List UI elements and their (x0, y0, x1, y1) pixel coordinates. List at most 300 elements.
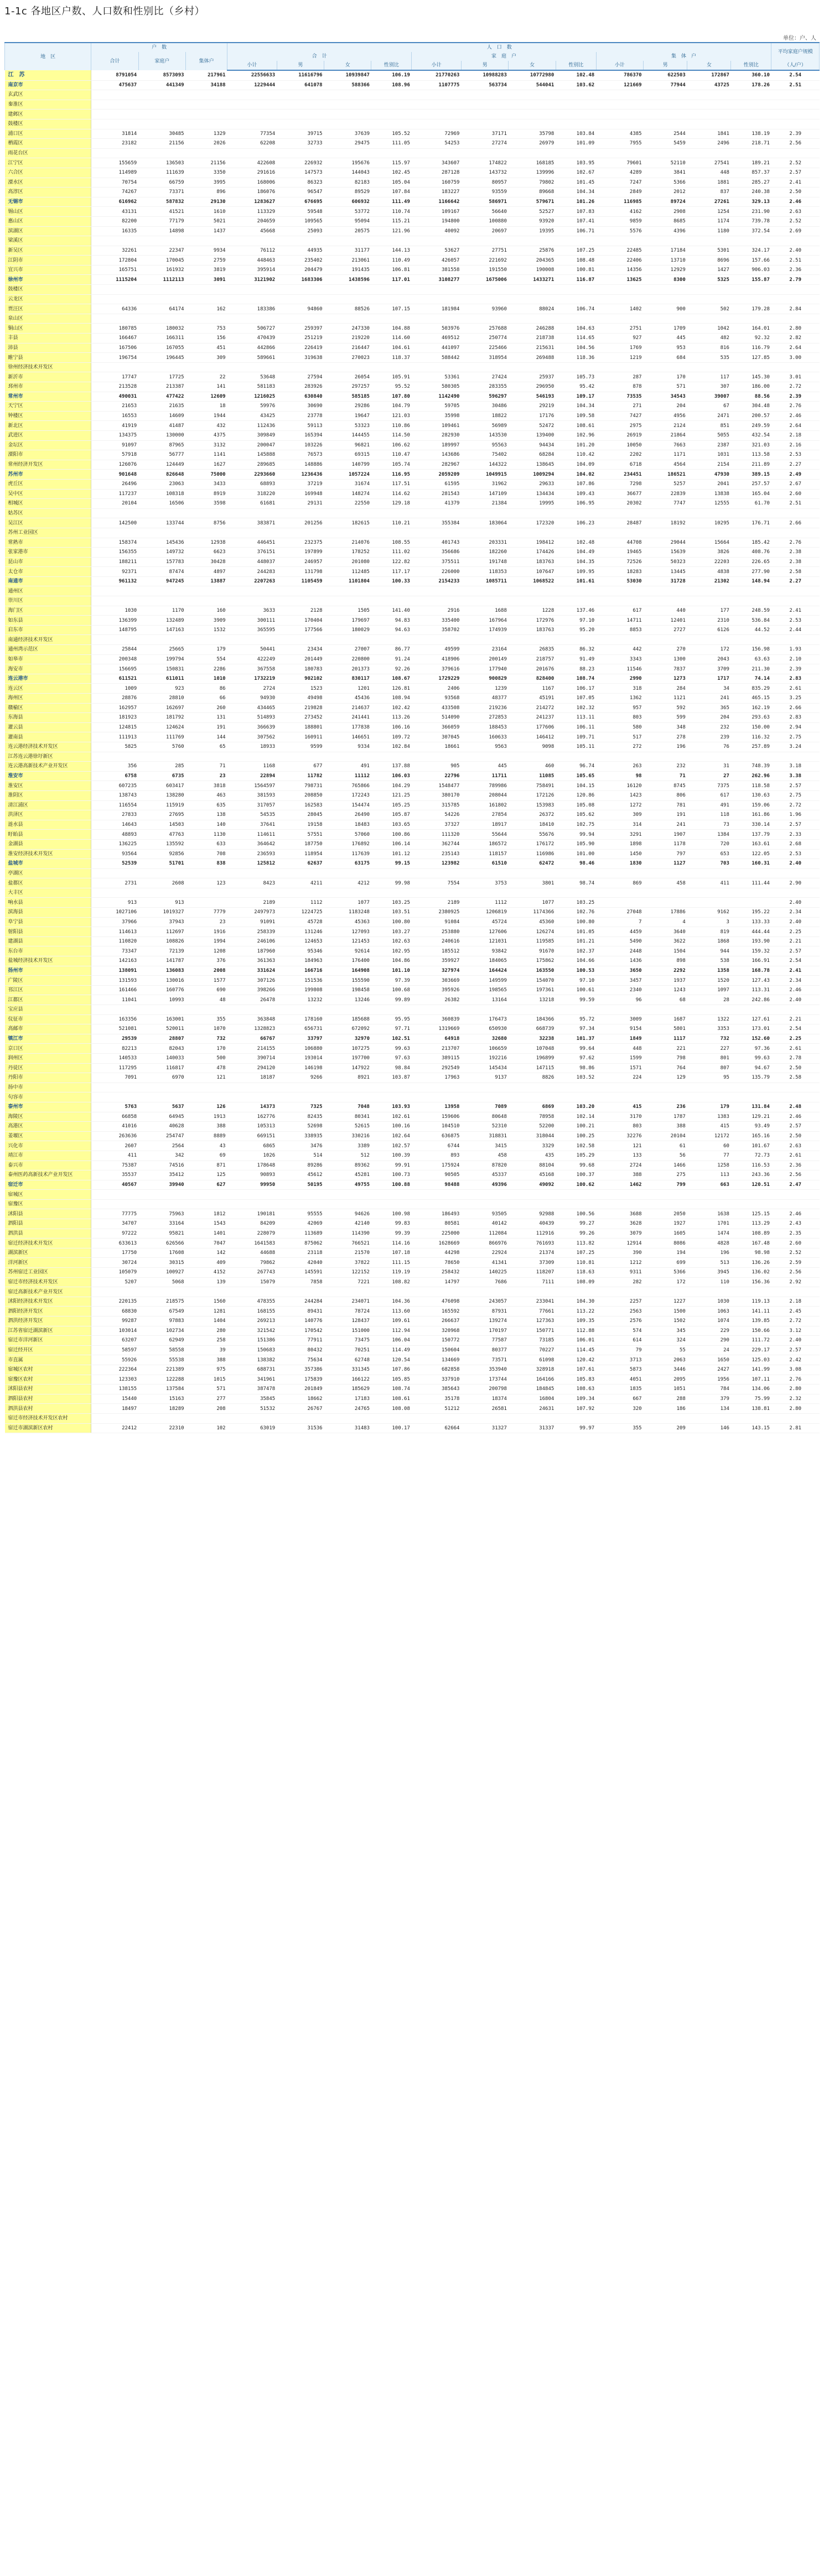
table-cell: 41016 (91, 1122, 138, 1132)
table-cell: 586971 (461, 197, 508, 207)
table-cell: 23778 (277, 411, 324, 421)
region-name: 昆山市 (5, 557, 91, 567)
table-cell: 281543 (412, 489, 462, 499)
table-cell: 122.82 (371, 557, 412, 567)
table-cell: 5366 (644, 178, 687, 188)
table-cell (509, 888, 556, 898)
table-cell: 2063 (644, 1355, 687, 1365)
table-cell: 535 (687, 353, 731, 363)
table-cell: 1049915 (461, 470, 508, 480)
table-cell: 2095 (644, 1375, 687, 1385)
region-name: 金坛区 (5, 440, 91, 450)
region-name: 泉山区 (5, 314, 91, 324)
table-cell (731, 1413, 771, 1423)
table-cell: 18933 (227, 742, 277, 752)
table-cell: 520011 (138, 1024, 185, 1034)
table-cell (687, 1005, 731, 1015)
table-row (5, 1238, 820, 1248)
table-cell: 1769 (596, 343, 643, 353)
table-cell: 8086 (644, 1238, 687, 1248)
table-cell: 11085 (509, 771, 556, 781)
table-cell: 88024 (509, 304, 556, 314)
table-cell (371, 285, 412, 295)
table-cell: 682858 (412, 1365, 462, 1375)
table-cell: 923 (138, 684, 185, 694)
table-cell: 117.51 (371, 479, 412, 489)
table-cell: 8300 (644, 275, 687, 285)
table-cell: 64174 (138, 304, 185, 314)
table-cell: 3329 (509, 1141, 556, 1151)
table-cell: 294120 (227, 1063, 277, 1073)
table-row (5, 1365, 820, 1375)
table-cell: 165592 (412, 1307, 462, 1316)
table-cell: 1183248 (324, 908, 371, 918)
table-cell: 106.14 (371, 839, 412, 849)
table-cell: 1174 (687, 216, 731, 226)
region-name: 溧阳市 (5, 450, 91, 460)
table-cell (371, 528, 412, 538)
table-cell: 27833 (91, 810, 138, 820)
table-cell: 2497973 (227, 908, 277, 918)
table-cell: 117639 (324, 849, 371, 859)
table-cell: 196445 (138, 353, 185, 363)
table-cell: 241441 (324, 713, 371, 723)
table-cell: 75402 (461, 450, 508, 460)
table-cell: 409 (186, 1258, 227, 1268)
table-cell: 2.40 (771, 898, 820, 908)
table-cell: 732 (687, 1034, 731, 1044)
table-cell: 1927 (644, 1219, 687, 1229)
table-cell: 376151 (227, 548, 277, 558)
table-cell: 622503 (644, 70, 687, 80)
table-cell: 214272 (509, 703, 556, 713)
table-cell (509, 586, 556, 596)
table-cell: 5301 (687, 246, 731, 256)
table-cell: 435 (509, 1151, 556, 1160)
region-name: 浦口区 (5, 129, 91, 139)
header-region: 地 区 (5, 43, 91, 70)
table-cell: 49498 (277, 694, 324, 704)
table-cell (687, 314, 731, 324)
table-cell (771, 119, 820, 129)
table-cell: 73 (687, 820, 731, 830)
table-cell: 27048 (596, 908, 643, 918)
table-cell: 36677 (596, 489, 643, 499)
table-cell: 172867 (687, 70, 731, 80)
table-cell: 106880 (277, 1044, 324, 1054)
table-cell: 663 (687, 1180, 731, 1190)
table-cell: 703 (687, 859, 731, 869)
table-cell: 108.48 (556, 256, 596, 266)
table-cell: 64945 (138, 1112, 185, 1122)
table-cell (556, 1199, 596, 1209)
table-cell: 102.64 (371, 1131, 412, 1141)
table-cell: 319638 (277, 353, 324, 363)
table-cell: 71 (186, 762, 227, 772)
table-cell: 4211 (277, 878, 324, 888)
table-row (5, 265, 820, 275)
table-cell: 857.37 (731, 168, 771, 178)
table-cell: 2759 (186, 256, 227, 266)
table-cell: 76573 (277, 450, 324, 460)
table-cell: 947245 (138, 576, 185, 586)
table-cell: 21653 (91, 402, 138, 412)
table-cell (771, 110, 820, 119)
table-cell: 102.67 (556, 168, 596, 178)
table-cell: 2.25 (771, 1034, 820, 1044)
table-cell: 121031 (461, 936, 508, 946)
table-cell: 3.08 (771, 1365, 820, 1375)
table-cell: 122288 (138, 1375, 185, 1385)
table-cell: 851 (687, 421, 731, 431)
table-cell: 363848 (227, 1014, 277, 1024)
table-cell: 3.00 (771, 353, 820, 363)
table-cell (509, 1092, 556, 1102)
table-cell: 29539 (91, 1034, 138, 1044)
table-cell: 150772 (412, 1336, 462, 1346)
table-cell: 460 (509, 762, 556, 772)
table-cell: 2.59 (771, 1258, 820, 1268)
table-cell: 189997 (412, 440, 462, 450)
table-cell: 14898 (138, 226, 185, 236)
table-row (5, 70, 820, 80)
table-cell: 101.09 (556, 139, 596, 149)
header-hh-collective: 集体户 (186, 52, 227, 70)
table-cell: 204 (644, 402, 687, 412)
table-cell: 108.89 (731, 1229, 771, 1238)
table-cell: 225000 (412, 1229, 462, 1238)
table-cell (186, 285, 227, 295)
table-cell: 176473 (461, 1014, 508, 1024)
table-cell (227, 508, 277, 518)
table-cell: 10295 (687, 518, 731, 528)
table-cell: 172976 (509, 616, 556, 626)
table-cell: 1127 (644, 859, 687, 869)
table-cell: 188211 (91, 557, 138, 567)
table-cell: 440 (644, 606, 687, 616)
table-cell: 23 (186, 917, 227, 927)
table-cell: 199808 (277, 985, 324, 995)
table-cell: 32238 (509, 1034, 556, 1044)
table-cell: 1216025 (227, 392, 277, 402)
table-cell (556, 119, 596, 129)
table-cell: 95 (687, 1073, 731, 1083)
table-cell: 1433271 (509, 275, 556, 285)
table-cell: 2.82 (771, 334, 820, 344)
table-cell: 22839 (644, 489, 687, 499)
region-name: 吴江区 (5, 518, 91, 528)
table-cell: 1687 (644, 1014, 687, 1024)
table-cell: 159.32 (731, 946, 771, 956)
table-cell: 153983 (509, 800, 556, 810)
table-cell: 1543 (186, 1219, 227, 1229)
table-row (5, 586, 820, 596)
table-cell: 1063 (687, 1307, 731, 1316)
table-cell: 1328823 (227, 1024, 277, 1034)
table-cell: 514090 (412, 713, 462, 723)
table-cell: 329.13 (731, 197, 771, 207)
table-cell: 31536 (277, 1423, 324, 1433)
table-cell: 34707 (91, 1219, 138, 1229)
table-cell: 58597 (91, 1345, 138, 1355)
table-cell: 122.05 (731, 849, 771, 859)
table-cell: 338935 (277, 1131, 324, 1141)
table-cell: 41521 (138, 207, 185, 217)
table-cell: 100.80 (371, 917, 412, 927)
table-cell: 56989 (461, 421, 508, 431)
table-cell: 100.73 (371, 1170, 412, 1180)
table-cell (731, 1005, 771, 1015)
table-cell: 4564 (644, 460, 687, 470)
table-row (5, 684, 820, 694)
table-cell: 131798 (277, 567, 324, 577)
table-cell: 99.27 (556, 1219, 596, 1229)
table-cell: 1121 (644, 694, 687, 704)
table-cell: 2.80 (771, 324, 820, 334)
table-cell: 110 (687, 1277, 731, 1287)
table-cell (644, 90, 687, 100)
table-cell: 3819 (186, 265, 227, 275)
table-cell: 113.29 (731, 1219, 771, 1229)
table-cell (644, 868, 687, 878)
table-cell: 324 (644, 1336, 687, 1346)
table-cell: 798 (644, 1053, 687, 1063)
region-name: 苏州工业园区 (5, 528, 91, 538)
table-cell: 287128 (412, 168, 462, 178)
table-cell (91, 752, 138, 762)
table-cell: 100927 (138, 1268, 185, 1278)
table-cell: 13625 (596, 275, 643, 285)
table-cell (687, 635, 731, 645)
table-cell: 61681 (227, 499, 277, 509)
table-row (5, 528, 820, 538)
table-cell: 2293660 (227, 470, 277, 480)
table-row (5, 742, 820, 752)
table-cell: 1300 (644, 654, 687, 664)
table-cell (277, 110, 324, 119)
table-cell: 1283627 (227, 197, 277, 207)
table-cell: 7047 (186, 1238, 227, 1248)
table-cell: 422608 (227, 158, 277, 168)
table-cell: 104.30 (556, 1297, 596, 1307)
table-cell: 94434 (509, 440, 556, 450)
table-cell: 166716 (277, 966, 324, 976)
table-cell: 17184 (644, 246, 687, 256)
table-cell: 12555 (687, 499, 731, 509)
region-name: 宜兴市 (5, 265, 91, 275)
table-cell: 282 (596, 1277, 643, 1287)
table-cell: 9311 (596, 1268, 643, 1278)
table-cell: 1239 (461, 684, 508, 694)
region-name: 江都区 (5, 995, 91, 1005)
table-cell (687, 100, 731, 110)
table-cell: 2.83 (771, 713, 820, 723)
region-name: 鼓楼区 (5, 285, 91, 295)
table-cell: 113.58 (731, 450, 771, 460)
table-cell: 123303 (91, 1375, 138, 1385)
table-cell: 186521 (644, 470, 687, 480)
table-cell: 944 (687, 946, 731, 956)
table-row (5, 557, 820, 567)
table-cell (731, 528, 771, 538)
table-row (5, 596, 820, 606)
table-cell: 138645 (509, 460, 556, 470)
table-cell: 196 (687, 1248, 731, 1258)
table-cell: 358702 (412, 625, 462, 635)
table-cell: 101.37 (556, 1034, 596, 1044)
table-cell: 218575 (138, 1297, 185, 1307)
table-row (5, 830, 820, 840)
table-cell: 114.16 (371, 1238, 412, 1248)
table-cell: 102.76 (556, 908, 596, 918)
table-cell: 160776 (138, 985, 185, 995)
table-cell (371, 1190, 412, 1200)
table-cell: 103.27 (371, 927, 412, 937)
table-cell: 22412 (91, 1423, 138, 1433)
table-cell (186, 752, 227, 762)
table-cell: 62472 (509, 859, 556, 869)
table-cell: 1010 (186, 674, 227, 684)
table-cell: 113 (687, 1170, 731, 1180)
table-cell (138, 1190, 185, 1200)
table-cell: 65 (186, 742, 227, 752)
table-cell: 93505 (461, 1209, 508, 1219)
table-cell: 110.81 (556, 1258, 596, 1268)
table-cell: 395926 (412, 985, 462, 995)
region-name: 宿豫区农村 (5, 1375, 91, 1385)
table-cell: 100.98 (371, 1209, 412, 1219)
table-cell: 2406 (412, 684, 462, 694)
table-cell: 105.62 (556, 810, 596, 820)
table-cell: 7554 (412, 878, 462, 888)
table-cell: 8919 (186, 489, 227, 499)
table-cell: 7089 (461, 1102, 508, 1112)
table-cell: 538 (687, 956, 731, 966)
table-cell: 118.63 (556, 1268, 596, 1278)
table-cell: 174939 (461, 625, 508, 635)
table-cell (186, 90, 227, 100)
table-cell: 398266 (227, 985, 277, 995)
region-name: 云龙区 (5, 294, 91, 304)
table-cell: 110.86 (371, 421, 412, 431)
table-cell: 9137 (461, 1073, 508, 1083)
table-cell: 106.16 (371, 722, 412, 732)
table-cell: 2.49 (771, 470, 820, 480)
table-cell: 278 (644, 732, 687, 742)
table-cell: 3389 (324, 1141, 371, 1151)
table-cell: 1500 (644, 1307, 687, 1316)
table-cell: 546193 (509, 392, 556, 402)
table-cell: 66858 (91, 1112, 138, 1122)
region-name: 广陵区 (5, 976, 91, 986)
table-cell: 13887 (186, 576, 227, 586)
table-cell: 138743 (91, 790, 138, 800)
table-cell: 103.52 (556, 1073, 596, 1083)
table-cell: 145888 (227, 450, 277, 460)
table-cell: 2387 (687, 440, 731, 450)
table-cell: 184845 (509, 1385, 556, 1394)
table-cell: 17747 (91, 372, 138, 382)
table-cell: 95555 (277, 1209, 324, 1219)
table-cell: 5873 (596, 1365, 643, 1375)
table-cell (509, 100, 556, 110)
table-cell: 145.30 (731, 372, 771, 382)
table-cell: 2124 (644, 421, 687, 431)
table-cell: 134 (687, 1404, 731, 1414)
table-cell (556, 1413, 596, 1423)
table-cell: 807 (687, 1063, 731, 1073)
table-cell: 114613 (91, 927, 138, 937)
table-cell (644, 100, 687, 110)
table-cell: 1898 (596, 839, 643, 849)
table-cell: 247330 (324, 324, 371, 334)
table-cell (227, 314, 277, 324)
table-cell: 94930 (227, 694, 277, 704)
table-cell: 34 (687, 684, 731, 694)
table-cell: 73185 (509, 1336, 556, 1346)
table-cell: 13246 (324, 995, 371, 1005)
table-cell: 2.66 (771, 518, 820, 528)
table-cell: 2.56 (771, 139, 820, 149)
table-cell: 12172 (687, 1131, 731, 1141)
table-cell: 8573093 (138, 70, 185, 80)
table-cell (227, 528, 277, 538)
table-cell: 761693 (509, 1238, 556, 1248)
table-cell: 324.17 (731, 246, 771, 256)
table-cell (556, 1083, 596, 1092)
table-cell: 107.61 (556, 1365, 596, 1375)
table-cell: 3343 (596, 654, 643, 664)
table-cell: 107.83 (556, 207, 596, 217)
table-cell: 957 (596, 703, 643, 713)
table-cell: 2.69 (771, 226, 820, 236)
table-cell: 92.26 (371, 664, 412, 674)
table-cell: 2.68 (771, 839, 820, 849)
table-cell: 99287 (91, 1316, 138, 1326)
table-cell: 39 (186, 1345, 227, 1355)
table-cell: 2.57 (771, 781, 820, 791)
region-name: 东海县 (5, 713, 91, 723)
table-cell: 134434 (509, 489, 556, 499)
table-cell: 106.04 (371, 1336, 412, 1346)
table-cell (731, 1199, 771, 1209)
header-hh-sum: 合计 (91, 52, 138, 70)
table-cell: 100.86 (371, 830, 412, 840)
table-cell: 113.31 (731, 985, 771, 995)
table-cell: 2008 (186, 966, 227, 976)
table-cell: 2471 (687, 411, 731, 421)
region-name: 京口区 (5, 1044, 91, 1054)
table-cell: 114.50 (371, 430, 412, 440)
table-cell: 102.75 (556, 820, 596, 830)
table-cell (771, 100, 820, 110)
table-cell: 641078 (277, 80, 324, 90)
table-cell: 797 (644, 849, 687, 859)
table-cell: 1937 (644, 976, 687, 986)
region-name: 泗阳县农村 (5, 1394, 91, 1404)
table-cell: 2.46 (771, 1112, 820, 1122)
table-cell: 1171 (644, 450, 687, 460)
table-cell: 2.32 (771, 1394, 820, 1404)
table-cell: 200348 (91, 654, 138, 664)
table-cell: 11546 (596, 664, 643, 674)
region-name: 仪征市 (5, 1014, 91, 1024)
table-cell: 307126 (227, 976, 277, 986)
table-cell: 1105459 (277, 576, 324, 586)
table-cell: 55926 (91, 1355, 138, 1365)
table-cell: 103.25 (371, 898, 412, 908)
table-cell: 7325 (277, 1102, 324, 1112)
